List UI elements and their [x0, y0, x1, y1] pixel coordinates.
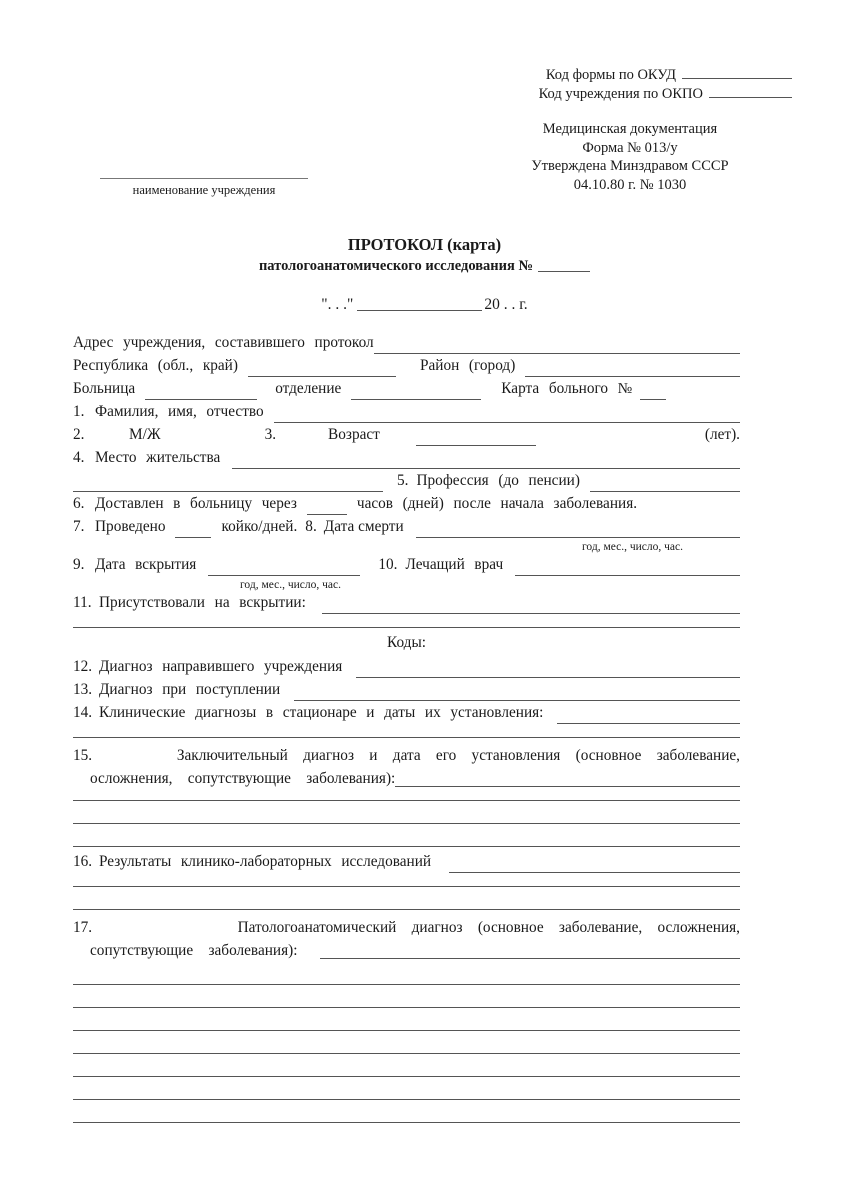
field-final-diagnosis-block — [73, 744, 740, 790]
field-beddays-death-row — [73, 518, 740, 541]
form-codes-block — [0, 66, 792, 104]
field-address-input[interactable] — [374, 353, 740, 354]
ruled-line-1[interactable] — [73, 984, 740, 985]
ruled-line-5[interactable] — [73, 1076, 740, 1077]
field-profession-number: 5. — [397, 472, 409, 489]
field-residence-row — [73, 449, 740, 472]
date-month-input[interactable] — [357, 310, 482, 311]
field-republic-input[interactable] — [248, 376, 396, 377]
medical-documentation-block — [450, 120, 810, 194]
field-admission-diagnosis-row — [73, 681, 740, 704]
approval-date: 04.10.80 г. № 1030 — [573, 176, 687, 193]
field-fullname-input[interactable] — [274, 422, 740, 423]
field-admission-label-a: Доставлен в больницу через — [95, 495, 297, 512]
field-death-date-label: Дата смерти — [323, 518, 404, 535]
field-pathological-diagnosis-block — [73, 916, 740, 962]
ruled-line-6[interactable] — [73, 1099, 740, 1100]
field-autopsy-date-number: 9. — [73, 556, 85, 573]
ruled-line-7[interactable] — [73, 1122, 740, 1123]
page-subtitle-text: патологоанатомического исследования № — [258, 258, 534, 274]
field-attendees-label: Присутствовали на вскрытии: — [99, 594, 306, 611]
field-final-diagnosis-text2: осложнения, сопутствующие заболевания): — [90, 770, 396, 787]
protocol-number-input[interactable] — [538, 271, 590, 272]
field-admission-diagnosis-label: Диагноз при поступлении — [99, 681, 281, 698]
field-pathological-diagnosis-line2 — [73, 939, 740, 962]
field-beddays-label-a: Проведено — [95, 518, 166, 535]
field-republic-district-row — [73, 357, 740, 380]
field-attendees-number: 11. — [73, 594, 92, 611]
page-subtitle — [0, 258, 849, 275]
field-department-input[interactable] — [351, 399, 481, 400]
field-district-label: Район (город) — [419, 357, 516, 374]
ruled-line-2[interactable] — [73, 1007, 740, 1008]
field-referral-diagnosis-number: 12. — [73, 658, 93, 675]
field-hospital-label: Больница — [73, 380, 136, 397]
field-hospital-row — [73, 380, 740, 403]
field-final-diagnosis-line1 — [73, 744, 740, 767]
field-autopsy-date-input[interactable] — [208, 575, 360, 576]
field-beddays-label-b: койко/дней. — [221, 518, 298, 535]
field-address-row — [73, 334, 740, 357]
field-profession-input[interactable] — [590, 491, 740, 492]
field-sex-number: 2. — [73, 426, 85, 443]
field-admission-hours-input[interactable] — [307, 514, 347, 515]
field-clinical-diagnoses-input[interactable] — [557, 723, 740, 724]
pathological-diagnosis-ruled-lines — [73, 984, 740, 1123]
field-age-unit: (лет). — [704, 426, 740, 443]
field-republic-label: Республика (обл., край) — [73, 357, 238, 374]
field-lab-results-label: Результаты клинико-лабораторных исследований — [99, 853, 432, 870]
field-lab-results-number: 16. — [73, 853, 93, 870]
code-institution-okpo-label: Код учреждения по ОКПО — [538, 86, 703, 102]
approval-authority: Утверждена Минздравом СССР — [531, 158, 729, 174]
field-referral-diagnosis-row — [73, 658, 740, 681]
field-attendees-input[interactable] — [322, 613, 740, 614]
field-doctor-label: Лечащий врач — [405, 556, 504, 573]
field-clinical-diagnoses-number: 14. — [73, 704, 93, 721]
field-pathological-diagnosis-line1 — [73, 916, 740, 939]
field-age-label: Возраст — [328, 426, 380, 443]
date-year-label: 20 . . г. — [484, 296, 528, 313]
field-doctor-number: 10. — [378, 556, 398, 573]
field-address-label: Адрес учреждения, составившего протокол — [73, 334, 374, 351]
field-fullname-row — [73, 403, 740, 426]
field-clinical-diagnoses-label: Клинические диагнозы в стационаре и даты их установления: — [99, 704, 544, 721]
field-admission-row — [73, 495, 740, 518]
codes-heading: Коды: — [387, 634, 426, 651]
code-form-okud-input[interactable] — [682, 78, 792, 79]
field-residence-label: Место жительства — [95, 449, 221, 466]
field-lab-results-row — [73, 853, 740, 876]
field-patient-card-label: Карта больного № — [501, 380, 633, 397]
code-form-okud-label: Код формы по ОКУД — [545, 67, 676, 83]
field-admission-diagnosis-input[interactable] — [294, 700, 740, 701]
code-form-okud-row — [0, 66, 792, 85]
field-pathological-diagnosis-input[interactable] — [320, 958, 741, 959]
field-residence-number: 4. — [73, 449, 85, 466]
date-day-quotes: ". . ." — [321, 296, 354, 313]
field-death-date-number: 8. — [305, 518, 317, 535]
field-autopsy-date-label: Дата вскрытия — [95, 556, 197, 573]
institution-name-field — [100, 178, 308, 198]
field-attendees-row — [73, 594, 740, 617]
field-age-number: 3. — [264, 426, 277, 443]
field-profession-row — [73, 472, 740, 495]
field-fullname-number: 1. — [73, 403, 85, 420]
field-residence-input-cont[interactable] — [73, 491, 383, 492]
field-admission-diagnosis-number: 13. — [73, 681, 93, 698]
field-sex-label[interactable]: М/Ж — [129, 426, 161, 443]
field-district-input[interactable] — [525, 376, 740, 377]
field-final-diagnosis-number: 15. — [73, 747, 93, 764]
field-age-input[interactable] — [416, 445, 536, 446]
field-referral-diagnosis-input[interactable] — [356, 677, 740, 678]
field-department-label: отделение — [275, 380, 342, 397]
field-doctor-input[interactable] — [515, 575, 740, 576]
field-admission-label-b: часов (дней) после начала заболевания. — [356, 495, 638, 512]
ruled-line-3[interactable] — [73, 1030, 740, 1031]
field-profession-label: Профессия (до пенсии) — [416, 472, 580, 489]
field-residence-input[interactable] — [232, 468, 740, 469]
field-lab-results-input[interactable] — [449, 872, 740, 873]
date-line — [0, 296, 849, 314]
field-hospital-input[interactable] — [145, 399, 257, 400]
field-beddays-input[interactable] — [175, 537, 211, 538]
code-institution-okpo-row — [0, 85, 792, 104]
form-body — [73, 334, 740, 1123]
med-doc-title: Медицинская документация — [542, 121, 718, 137]
field-referral-diagnosis-label: Диагноз направившего учреждения — [99, 658, 343, 675]
code-institution-okpo-input[interactable] — [709, 97, 792, 98]
field-final-diagnosis-input[interactable] — [395, 786, 740, 787]
field-admission-number: 6. — [73, 495, 85, 512]
field-fullname-label: Фамилия, имя, отчество — [95, 403, 264, 420]
page-title: ПРОТОКОЛ (карта) — [347, 235, 502, 254]
field-autopsy-date-caption: год, мес., число, час. — [240, 579, 341, 591]
field-beddays-number: 7. — [73, 518, 85, 535]
field-final-diagnosis-text1: Заключительный диагноз и дата его установления (основное заболевание, — [176, 747, 740, 764]
ruled-line-4[interactable] — [73, 1053, 740, 1054]
field-pathological-diagnosis-text1: Патологоанатомический диагноз (основное заболевание, осложнения, — [237, 919, 740, 936]
field-patient-card-input[interactable] — [640, 399, 666, 400]
institution-name-caption: наименование учреждения — [132, 183, 276, 197]
field-autopsy-doctor-row — [73, 556, 740, 579]
field-pathological-diagnosis-number: 17. — [73, 919, 93, 936]
field-pathological-diagnosis-text2: сопутствующие заболевания): — [90, 942, 298, 959]
field-clinical-diagnoses-row — [73, 704, 740, 727]
field-death-date-caption: год, мес., число, час. — [582, 541, 683, 553]
field-final-diagnosis-line2 — [73, 767, 740, 790]
field-death-date-input[interactable] — [416, 537, 740, 538]
field-sex-age-row — [73, 426, 740, 449]
form-number: Форма № 013/у — [582, 139, 678, 156]
